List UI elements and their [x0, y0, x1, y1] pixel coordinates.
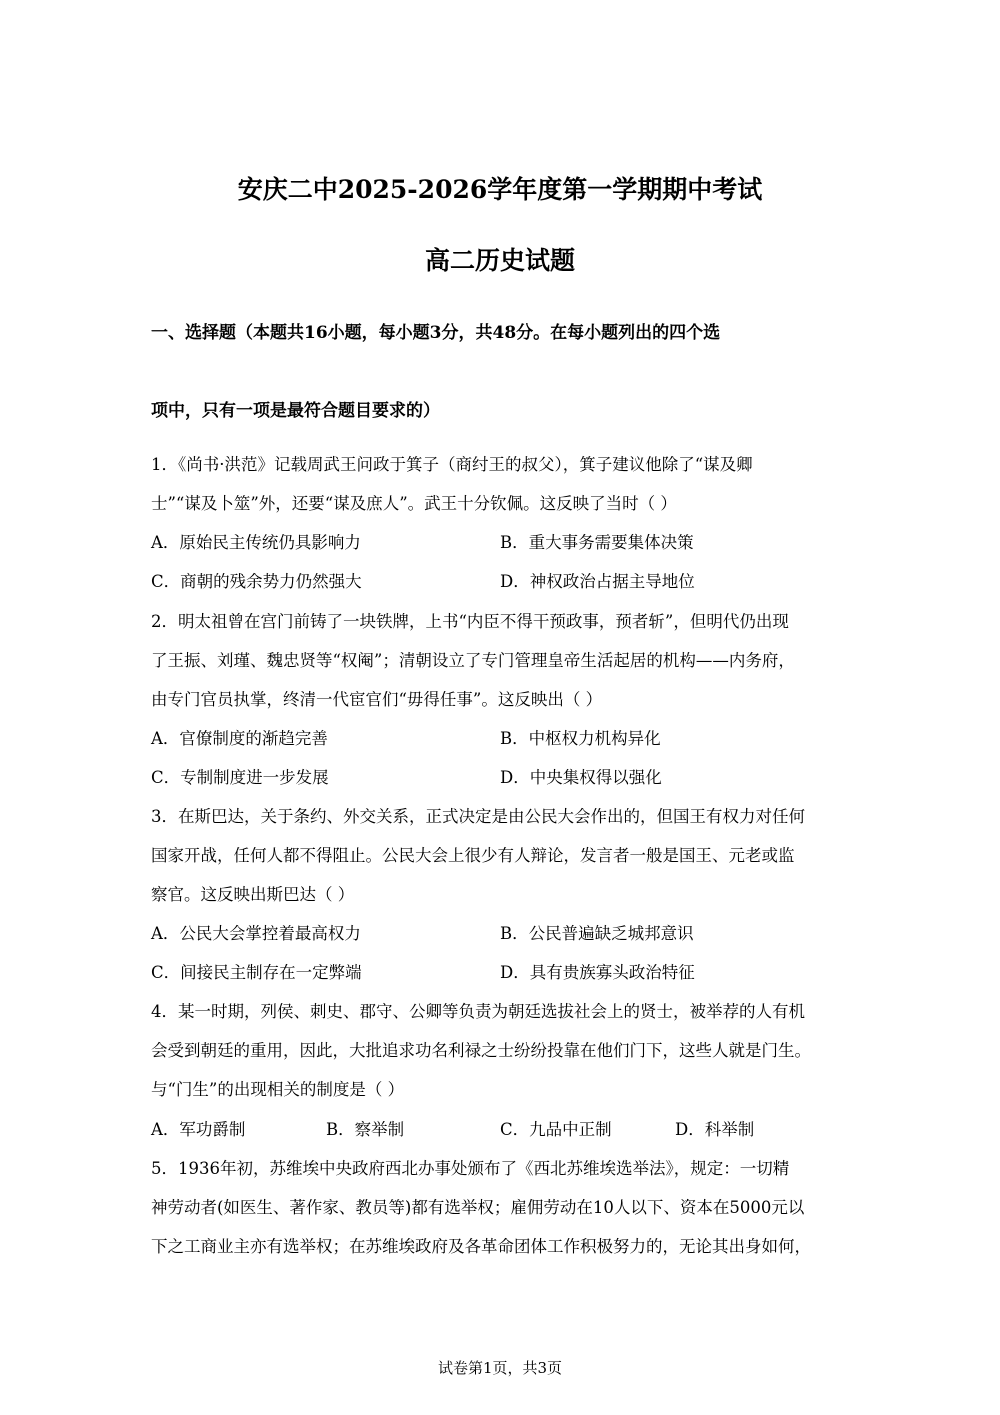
question-1-option-c: C．商朝的残余势力仍然强大 — [151, 572, 362, 591]
exam-title: 安庆二中2025-2026学年度第一学期期中考试 — [237, 175, 763, 204]
question-2-option-d: D．中央集权得以强化 — [500, 768, 662, 787]
question-4-option-b: B．察举制 — [326, 1120, 405, 1139]
question-3-line-2: 国家开战，任何人都不得阻止。公民大会上很少有人辩论，发言者一般是国王、元老或监 — [151, 846, 795, 865]
question-3-option-a: A．公民大会掌控着最高权力 — [151, 924, 361, 943]
exam-subtitle: 高二历史试题 — [424, 246, 575, 275]
section-heading-line-2: 项中，只有一项是最符合题目要求的） — [151, 401, 440, 421]
question-2-line-3: 由专门官员执掌，终清一代宦官们“毋得任事”。这反映出（ ） — [151, 690, 603, 709]
question-2-option-a: A．官僚制度的渐趋完善 — [151, 729, 328, 748]
question-5-line-2: 神劳动者(如医生、著作家、教员等)都有选举权；雇佣劳动在10人以下、资本在5000元以 — [151, 1198, 805, 1217]
question-3-option-d: D．具有贵族寡头政治特征 — [500, 963, 695, 982]
question-4-option-c: C．九品中正制 — [500, 1120, 612, 1139]
question-1-option-a: A．原始民主传统仍具影响力 — [151, 533, 361, 552]
question-2-line-2: 了王振、刘瑾、魏忠贤等“权阉”；清朝设立了专门管理皇帝生活起居的机构——内务府， — [151, 651, 795, 670]
question-4-option-d: D．科举制 — [675, 1120, 755, 1139]
question-1-option-b: B．重大事务需要集体决策 — [500, 533, 694, 552]
question-3-line-3: 察官。这反映出斯巴达（ ） — [151, 885, 355, 904]
question-2-option-b: B．中枢权力机构异化 — [500, 729, 661, 748]
question-1-line-2: 士”“谋及卜筮”外，还要“谋及庶人”。武王十分钦佩。这反映了当时（ ） — [151, 494, 677, 513]
question-4-line-2: 会受到朝廷的重用，因此，大批追求功名利禄之士纷纷投靠在他们门下，这些人就是门生。 — [151, 1041, 811, 1060]
question-4-option-a: A．军功爵制 — [151, 1120, 246, 1139]
question-5-line-3: 下之工商业主亦有选举权；在苏维埃政府及各革命团体工作积极努力的，无论其出身如何， — [151, 1237, 811, 1256]
question-2-option-c: C．专制制度进一步发展 — [151, 768, 329, 787]
question-3-line-1: 3．在斯巴达，关于条约、外交关系，正式决定是由公民大会作出的，但国王有权力对任何 — [151, 807, 805, 826]
question-4-line-3: 与“门生”的出现相关的制度是（ ） — [151, 1080, 405, 1099]
question-4-line-1: 4．某一时期，列侯、刺史、郡守、公卿等负责为朝廷选拔社会上的贤士，被举荐的人有机 — [151, 1002, 805, 1021]
question-1-line-1: 1．《尚书·洪范》记载周武王问政于箕子（商纣王的叔父），箕子建议他除了“谋及卿 — [151, 455, 753, 474]
page-footer: 试卷第1页，共3页 — [437, 1359, 563, 1377]
question-2-line-1: 2．明太祖曾在宫门前铸了一块铁牌，上书“内臣不得干预政事，预者斩”，但明代仍出现 — [151, 612, 789, 631]
question-3-option-c: C．间接民主制存在一定弊端 — [151, 963, 362, 982]
question-3-option-b: B．公民普遍缺乏城邦意识 — [500, 924, 694, 943]
question-1-option-d: D．神权政治占据主导地位 — [500, 572, 695, 591]
question-5-line-1: 5．1936年初，苏维埃中央政府西北办事处颁布了《西北苏维埃选举法》，规定：一切精 — [151, 1159, 790, 1178]
section-heading-line-1: 一、选择题（本题共16小题，每小题3分，共48分。在每小题列出的四个选 — [151, 323, 721, 343]
